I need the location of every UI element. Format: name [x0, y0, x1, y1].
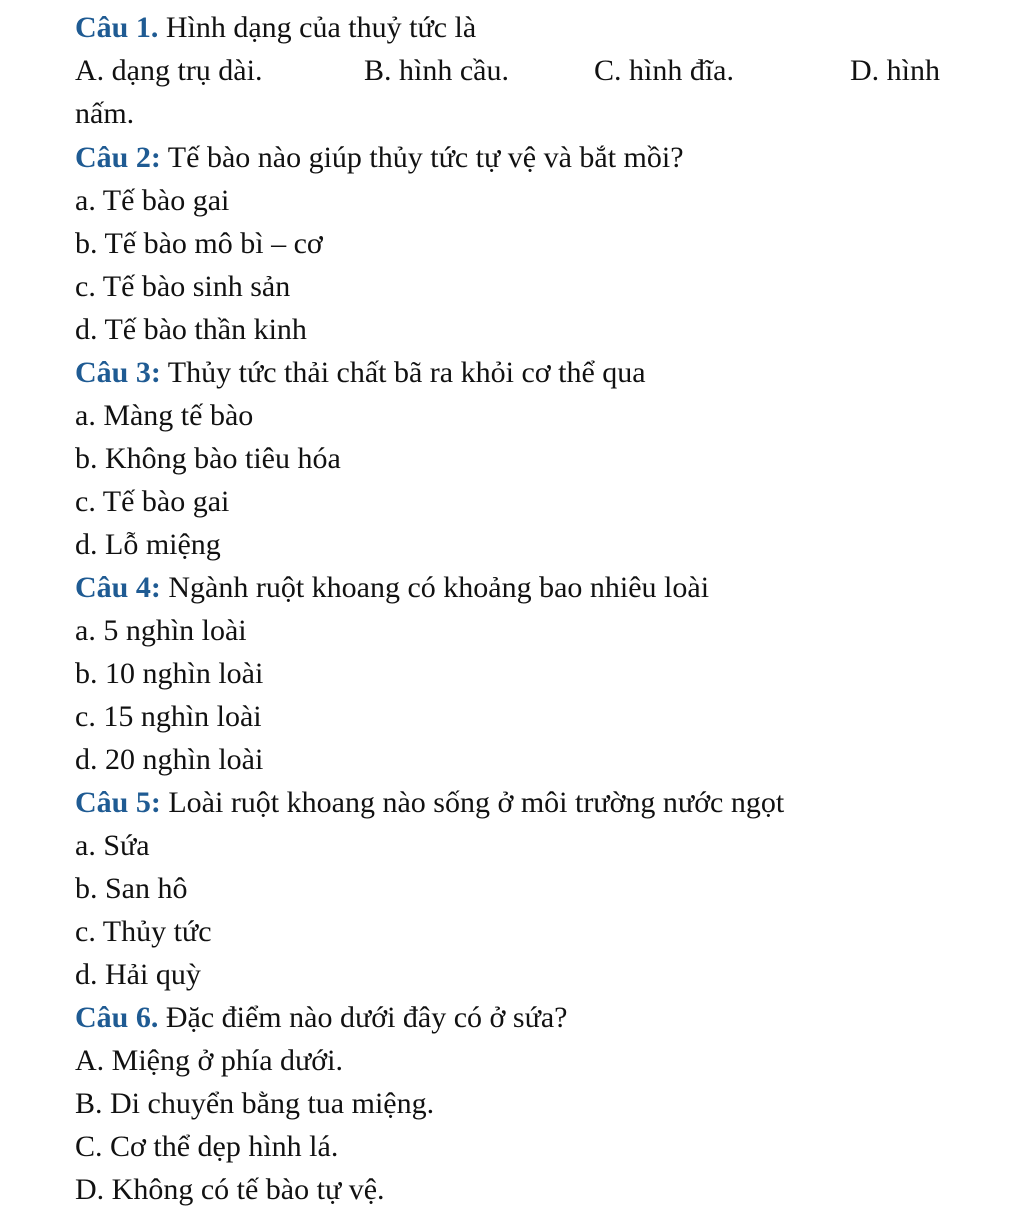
- question-6-option-b: B. Di chuyển bằng tua miệng.: [75, 1087, 435, 1120]
- question-6-option-a: A. Miệng ở phía dưới.: [75, 1044, 343, 1077]
- question-1-text: Hình dạng của thuỷ tức là: [158, 11, 477, 44]
- question-1-option-a: A. dạng trụ dài.: [75, 54, 263, 87]
- question-2-option-d: d. Tế bào thần kinh: [75, 313, 307, 346]
- question-2-text: Tế bào nào giúp thủy tức tự vệ và bắt mồi?: [160, 141, 684, 174]
- question-5-option-d: d. Hải quỳ: [75, 958, 201, 991]
- question-4-label: Câu 4:: [75, 571, 161, 604]
- question-2-option-a: a. Tế bào gai: [75, 184, 230, 217]
- question-5-option-c: c. Thủy tức: [75, 915, 212, 948]
- question-4-text: Ngành ruột khoang có khoảng bao nhiêu loài: [160, 571, 710, 604]
- question-6-label: Câu 6.: [75, 1001, 159, 1034]
- question-3-option-c: c. Tế bào gai: [75, 485, 230, 518]
- question-5-label: Câu 5:: [75, 786, 161, 819]
- question-1: [75, 10, 476, 46]
- question-3-option-d: d. Lỗ miệng: [75, 528, 221, 561]
- question-2-option-c: c. Tế bào sinh sản: [75, 270, 291, 303]
- question-2-label: Câu 2:: [75, 141, 161, 174]
- question-1-label: Câu 1.: [75, 11, 159, 44]
- question-5-option-a: a. Sứa: [75, 829, 150, 862]
- question-3-option-b: b. Không bào tiêu hóa: [75, 442, 341, 475]
- question-4-option-d: d. 20 nghìn loài: [75, 743, 264, 776]
- question-1-option-d: D. hình: [850, 54, 940, 87]
- question-1-option-d-wrap: nấm.: [75, 97, 135, 130]
- question-5-option-b: b. San hô: [75, 872, 188, 905]
- question-4: [75, 570, 709, 606]
- question-2: [75, 140, 684, 176]
- question-4-option-c: c. 15 nghìn loài: [75, 700, 262, 733]
- question-3-text: Thủy tức thải chất bã ra khỏi cơ thể qua: [160, 356, 646, 389]
- question-5-text: Loài ruột khoang nào sống ở môi trường nước ngọt: [160, 786, 785, 819]
- question-3-label: Câu 3:: [75, 356, 161, 389]
- question-6-option-c: C. Cơ thể dẹp hình lá.: [75, 1130, 339, 1163]
- question-4-option-b: b. 10 nghìn loài: [75, 657, 264, 690]
- question-6-text: Đặc điểm nào dưới đây có ở sứa?: [158, 1001, 568, 1034]
- question-2-option-b: b. Tế bào mô bì – cơ: [75, 227, 323, 260]
- question-3: [75, 355, 646, 391]
- question-1-option-c: C. hình đĩa.: [594, 54, 734, 87]
- question-6: [75, 1000, 567, 1036]
- question-3-option-a: a. Màng tế bào: [75, 399, 254, 432]
- question-6-option-d: D. Không có tế bào tự vệ.: [75, 1173, 385, 1206]
- question-4-option-a: a. 5 nghìn loài: [75, 614, 247, 647]
- question-5: [75, 785, 784, 821]
- question-1-option-b: B. hình cầu.: [364, 54, 509, 87]
